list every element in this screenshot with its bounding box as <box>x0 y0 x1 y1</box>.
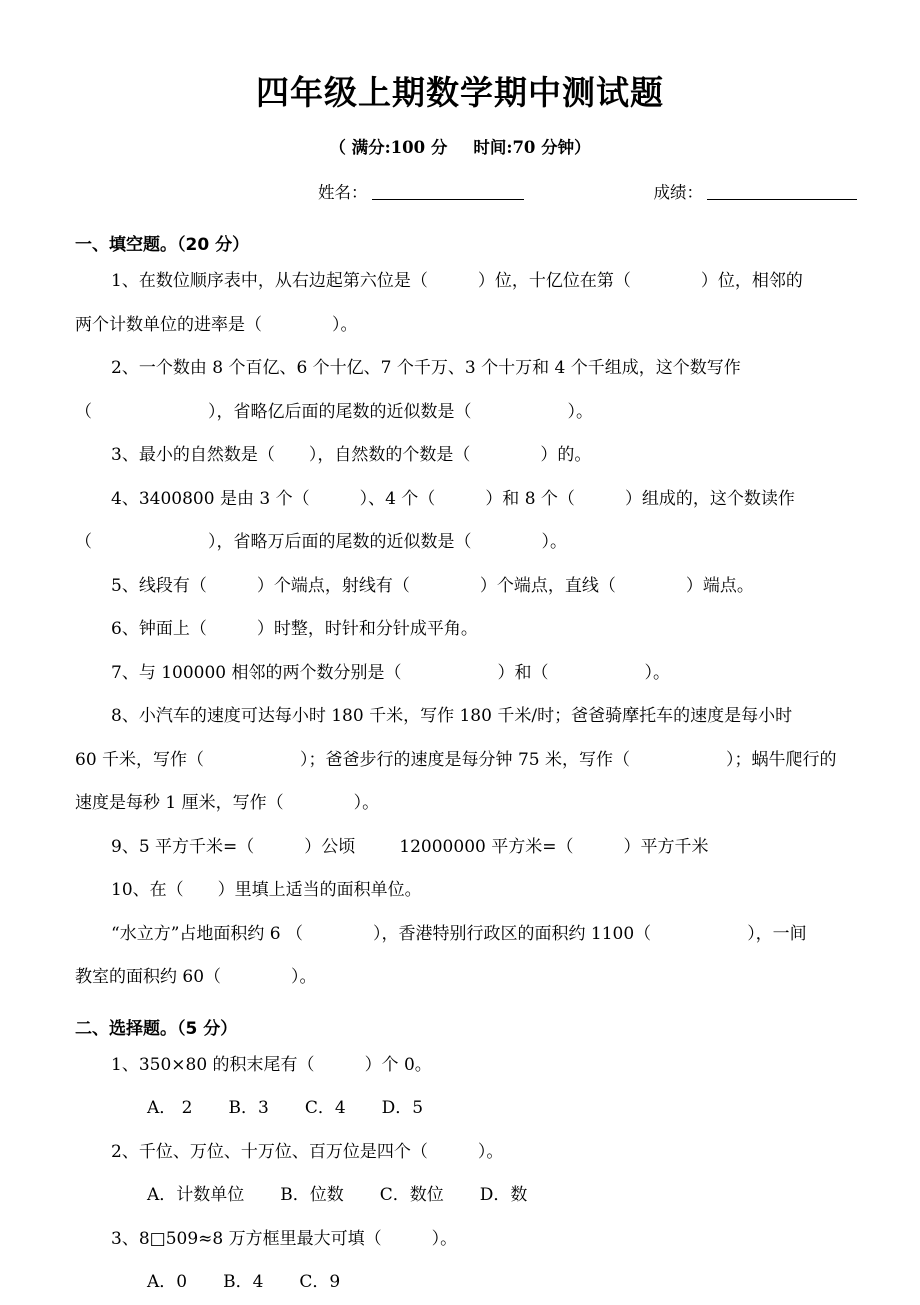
question-text: ）。 <box>541 532 567 552</box>
score-label: 成绩： <box>653 183 703 202</box>
question-text: ）公顷 <box>304 836 356 857</box>
question-text: 小汽车的速度可达每小时 180 千米，写作 180 千米/时；爸爸骑摩托车的速度是每小时 <box>138 706 793 726</box>
choice-question-1-options <box>0 1087 920 1131</box>
question-number: 5、 <box>111 575 139 596</box>
question-number: 4、 <box>111 488 139 509</box>
question-text: ）个端点，直线（ <box>479 575 616 596</box>
question-1-line-1 <box>0 260 920 304</box>
section-heading-multiple-choice: 二、选择题。（5 分） <box>75 1018 238 1039</box>
question-text: ）。 <box>644 662 671 683</box>
question-text: 350×80 的积末尾有（ <box>138 1054 315 1075</box>
question-number: 3、 <box>111 445 139 465</box>
name-input-rule[interactable] <box>372 184 524 200</box>
question-text: 速度是每秒 1 厘米，写作（ <box>75 793 284 813</box>
question-8-line-2 <box>0 739 920 783</box>
question-text: 与 100000 相邻的两个数分别是（ <box>138 662 402 683</box>
question-4-line-1 <box>0 478 920 522</box>
question-text: ），省略亿后面的尾数的近似数是（ <box>208 401 472 422</box>
question-text: 教室的面积约 60（ <box>75 967 222 987</box>
question-text: ）。 <box>291 967 317 987</box>
option-b[interactable]: B．位数 <box>280 1185 344 1205</box>
question-text: 12000000 平方米=（ <box>399 836 574 857</box>
question-text: 千位、万位、十万位、百万位是四个（ <box>138 1141 428 1162</box>
question-number: 1、 <box>111 271 139 291</box>
option-c[interactable]: C．4 <box>304 1098 346 1118</box>
question-text: ）位，十亿位在第（ <box>477 271 631 291</box>
question-1-line-2 <box>0 304 920 348</box>
question-text: 5 平方千米=（ <box>138 836 255 857</box>
option-d[interactable]: D．数 <box>479 1185 528 1205</box>
choice-question-3 <box>0 1218 920 1262</box>
question-text: ）和（ <box>497 662 549 683</box>
choice-question-3-options <box>0 1261 920 1305</box>
option-a[interactable]: A．计数单位 <box>147 1185 245 1205</box>
question-text: 最小的自然数是（ <box>138 445 275 465</box>
question-text: ）。 <box>332 314 358 335</box>
option-c[interactable]: C．数位 <box>379 1185 444 1205</box>
option-b[interactable]: B．3 <box>228 1098 269 1118</box>
exam-meta-line <box>0 114 920 160</box>
duration-text: 时间:70 分钟） <box>473 138 591 157</box>
name-label: 姓名： <box>318 183 368 202</box>
question-text: ），自然数的个数是（ <box>308 445 471 465</box>
question-10-line-2 <box>0 913 920 957</box>
question-number: 10、 <box>111 880 150 900</box>
question-text: ）个 0。 <box>364 1054 432 1075</box>
question-number: 6、 <box>111 619 139 639</box>
page-title: 四年级上期数学期中测试题 <box>256 73 664 112</box>
question-2-line-1 <box>0 347 920 391</box>
question-text: ）。 <box>431 1228 458 1249</box>
question-number: 9、 <box>111 836 139 857</box>
question-text: 60 千米，写作（ <box>75 749 205 770</box>
question-10-line-3 <box>0 956 920 1000</box>
question-7-line-1 <box>0 652 920 696</box>
question-10-line-1 <box>0 869 920 913</box>
question-text: ）端点。 <box>685 575 754 596</box>
question-text: 在数位顺序表中，从右边起第六位是（ <box>138 271 428 291</box>
question-text: 在（ <box>149 880 184 900</box>
question-number: 3、 <box>111 1228 139 1249</box>
question-text: “水立方”占地面积约 6 （ <box>111 923 304 944</box>
question-text: ）；爸爸步行的速度是每分钟 75 米，写作（ <box>300 749 630 770</box>
question-text: 8□509≈8 万方框里最大可填（ <box>138 1228 382 1249</box>
question-number: 2、 <box>111 358 139 378</box>
question-number: 1、 <box>111 1054 139 1075</box>
question-text: ）的。 <box>540 445 592 465</box>
question-8-line-3 <box>0 782 920 826</box>
question-text: ），省略万后面的尾数的近似数是（ <box>208 532 472 552</box>
full-marks-text: （ 满分:100 分 <box>329 138 448 157</box>
student-info-line <box>0 160 920 206</box>
question-text: 一个数由 8 个百亿、6 个十亿、7 个千万、3 个十万和 4 个千组成，这个数写作 <box>138 358 741 378</box>
option-d[interactable]: D．5 <box>381 1098 424 1118</box>
question-text: 3400800 是由 3 个（ <box>138 488 310 509</box>
choice-question-2-options <box>0 1174 920 1218</box>
score-input-rule[interactable] <box>707 184 857 200</box>
question-text: ）位，相邻的 <box>700 271 803 291</box>
question-8-line-1 <box>0 695 920 739</box>
question-number: 8、 <box>111 706 139 726</box>
question-text: ）平方千米 <box>623 836 709 857</box>
question-text: ），香港特别行政区的面积约 1100（ <box>373 923 652 944</box>
question-number: 2、 <box>111 1141 139 1162</box>
option-a[interactable]: A．0 <box>147 1272 188 1292</box>
question-text: ）里填上适当的面积单位。 <box>217 880 422 900</box>
section-heading-fill-in-blank: 一、填空题。（20 分） <box>75 235 250 255</box>
question-text: 线段有（ <box>138 575 207 596</box>
question-text: ）。 <box>567 401 593 422</box>
choice-question-1 <box>0 1044 920 1088</box>
question-number: 7、 <box>111 662 139 683</box>
question-text: （ <box>75 401 92 422</box>
question-text: ）组成的，这个数读作 <box>624 488 795 509</box>
question-3-line-1 <box>0 434 920 478</box>
option-c[interactable]: C．9 <box>299 1272 341 1292</box>
question-text: （ <box>75 532 92 552</box>
question-5-line-1 <box>0 565 920 609</box>
question-9-line-1 <box>0 826 920 870</box>
question-text: ）和 8 个（ <box>485 488 575 509</box>
question-text: ），一间 <box>747 923 807 944</box>
question-text: ）。 <box>353 793 380 813</box>
question-text: 两个计数单位的进率是（ <box>75 314 262 335</box>
question-4-line-2 <box>0 521 920 565</box>
question-text: ）、4 个（ <box>359 488 436 509</box>
question-2-line-2 <box>0 391 920 435</box>
choice-question-2 <box>0 1131 920 1175</box>
option-a[interactable]: A． 2 <box>147 1098 193 1118</box>
question-text: 钟面上（ <box>138 619 207 639</box>
question-text: ）。 <box>477 1141 504 1162</box>
question-text: ）时整，时针和分针成平角。 <box>256 619 478 639</box>
question-text: ）个端点，射线有（ <box>256 575 410 596</box>
question-6-line-1 <box>0 608 920 652</box>
option-b[interactable]: B．4 <box>223 1272 264 1292</box>
question-text: ）；蜗牛爬行的 <box>726 749 837 770</box>
